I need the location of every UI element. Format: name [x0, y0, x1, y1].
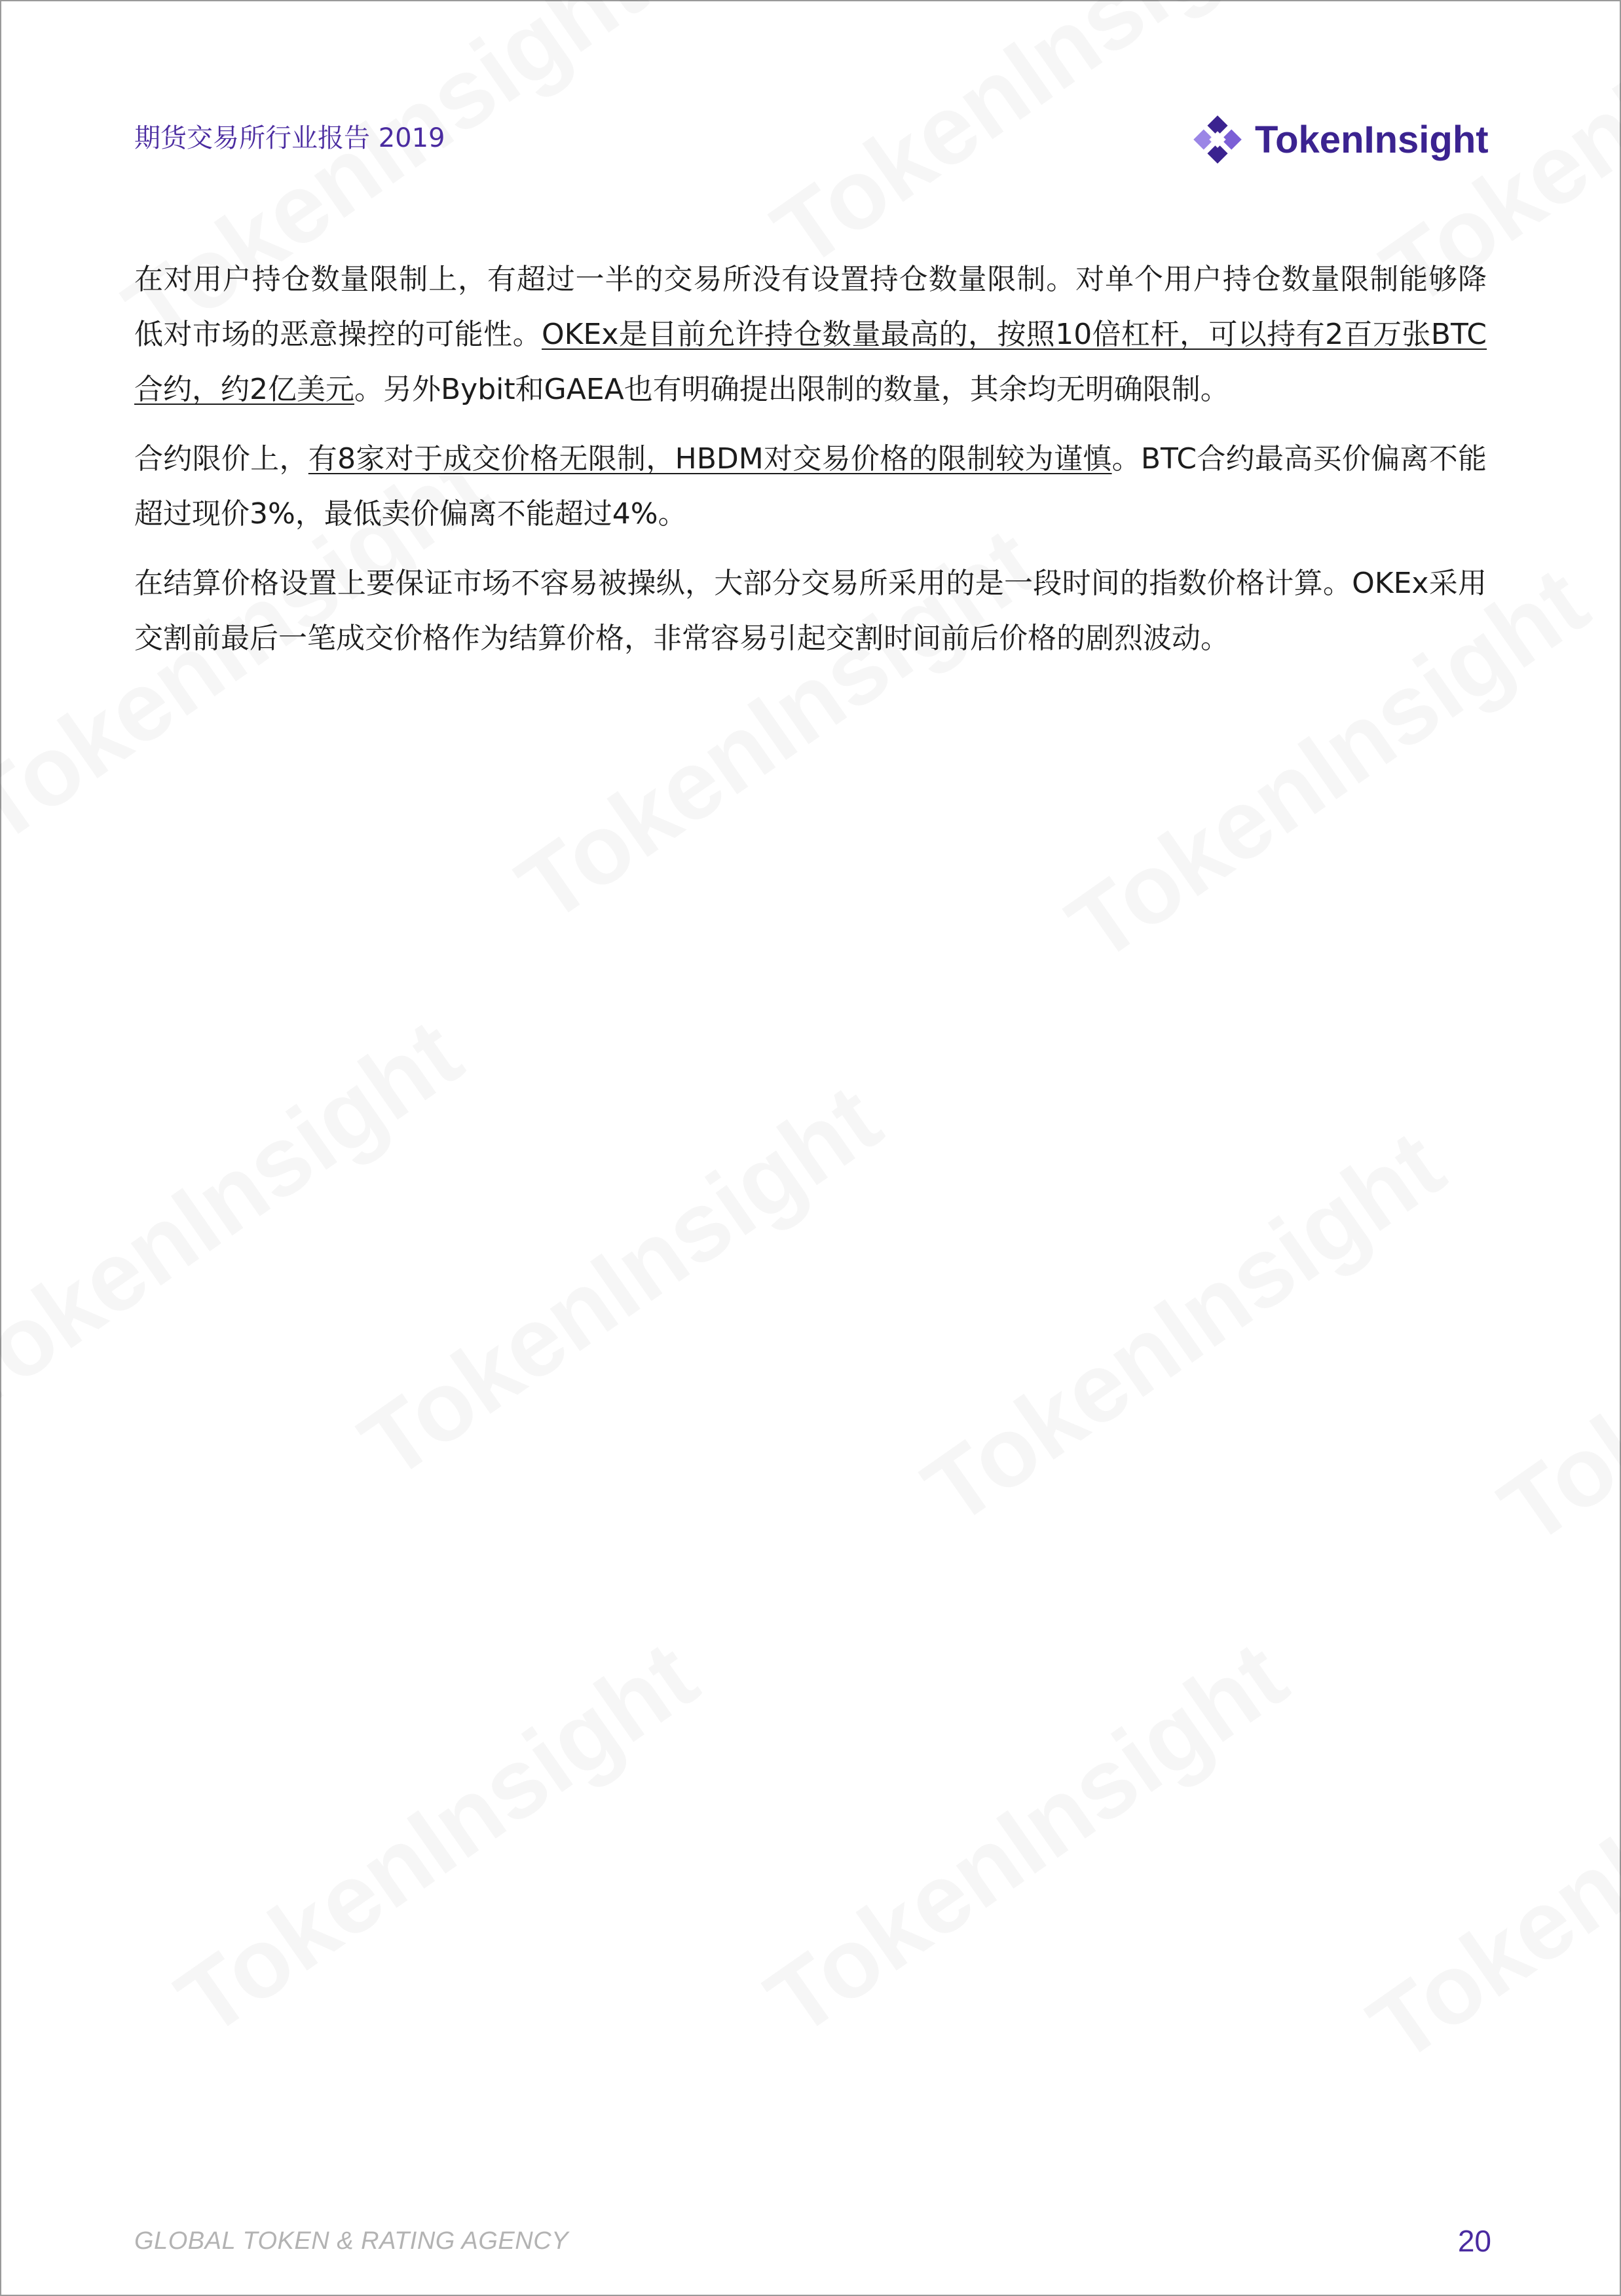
paragraph-text: 在结算价格设置上要保证市场不容易被操纵，大部分交易所采用的是一段时间的指数价格计算。OKEx采用交割前最后一笔成交价格作为结算价格，非常容易引起交割时间前后价格的剧烈波动。 [134, 567, 1487, 655]
paragraph-text: 。另外Bybit和GAEA也有明确提出限制的数量，其余均无明确限制。 [354, 373, 1229, 406]
report-title: 期货交易所行业报告 2019 [134, 123, 445, 153]
body-paragraph [134, 556, 1487, 666]
underlined-text: 有8家对于成交价格无限制，HBDM对交易价格的限制较为谨慎 [308, 442, 1112, 476]
underlined-text: OKEx是目前允许持仓数量最高的，按照10倍杠杆，可以持有2百万张BTC合约，约2亿美元 [134, 318, 1487, 406]
body-paragraph [134, 432, 1487, 542]
logo-wordmark: TokenInsight [1255, 118, 1489, 161]
page-number: 20 [1457, 2224, 1491, 2258]
footer-agency: GLOBAL TOKEN & RATING AGENCY [134, 2227, 568, 2255]
body-paragraph [134, 252, 1487, 417]
tokeninsight-logo [1191, 110, 1489, 169]
paragraph-text: 合约限价上， [134, 442, 308, 476]
body-content [134, 252, 1487, 681]
paragraph-text: 在对用户持仓数量限制上，有超过一半的交易所没有设置持仓数量限制。对单个用户持仓数量限制能够降低对市场的恶意操控的可能性。 [134, 263, 1487, 351]
tokeninsight-diamond-logo-icon [1191, 113, 1244, 166]
paragraph-text: 。BTC合约最高买价偏离不能超过现价3%，最低卖价偏离不能超过4%。 [134, 442, 1487, 531]
